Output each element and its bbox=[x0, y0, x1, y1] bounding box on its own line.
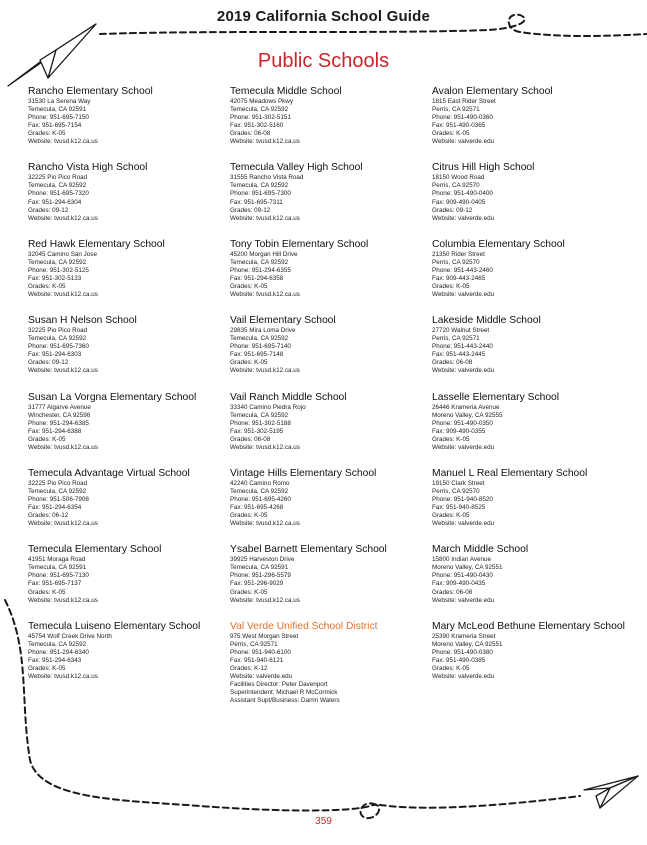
school-detail-line: Fax: 951-695-4268 bbox=[230, 504, 284, 512]
school-detail-line: Fax: 909-490-0435 bbox=[432, 580, 486, 588]
guide-title: 2019 California School Guide bbox=[216, 8, 431, 25]
school-detail-line: Grades: 09-12 bbox=[230, 206, 271, 214]
school-detail-line: Phone: 951-490-0430 bbox=[432, 572, 493, 580]
school-detail-line: 32225 Pio Pico Road bbox=[28, 327, 88, 335]
school-detail-line: Website: tvusd.k12.ca.us bbox=[28, 291, 98, 299]
school-name: Vail Ranch Middle School bbox=[230, 391, 347, 403]
school-name: Tony Tobin Elementary School bbox=[230, 238, 369, 250]
school-detail-line: Website: tvusd.k12.ca.us bbox=[230, 214, 300, 222]
school-detail-line: Phone: 951-695-7130 bbox=[28, 572, 89, 580]
school-detail-line: Grades: 06-08 bbox=[230, 130, 271, 138]
school-detail-line: Phone: 951-443-2440 bbox=[432, 343, 493, 351]
school-detail-line: Moreno Valley, CA 92551 bbox=[432, 564, 503, 572]
school-detail-line: Fax: 951-695-7154 bbox=[28, 122, 82, 130]
school-detail-line: 42075 Meadows Pkwy bbox=[230, 98, 294, 105]
school-name: Temecula Advantage Virtual School bbox=[28, 467, 190, 479]
school-detail-line: Phone: 951-490-0360 bbox=[432, 114, 493, 122]
school-detail-line: Phone: 951-695-7320 bbox=[28, 190, 89, 198]
school-detail-line: Grades: K-05 bbox=[230, 512, 268, 520]
school-detail-line: 975 West Morgan Street bbox=[230, 632, 299, 640]
school-detail-line: Facilities Director: Peter Davenport bbox=[230, 681, 328, 689]
school-listing bbox=[28, 468, 224, 544]
school-name: Mary McLeod Bethune Elementary School bbox=[432, 620, 625, 632]
school-detail-line: Fax: 951-302-5160 bbox=[230, 122, 284, 130]
school-detail-line: Temecula, CA 92592 bbox=[230, 182, 289, 190]
school-detail-line: Perris, CA 92571 bbox=[432, 106, 480, 114]
section-title: Public Schools bbox=[257, 50, 390, 72]
school-detail-line: Website: tvusd.k12.ca.us bbox=[230, 291, 300, 299]
school-detail-line: Website: tvusd.k12.ca.us bbox=[28, 138, 98, 146]
paper-plane-icon bbox=[584, 776, 638, 808]
school-detail-line: Temecula, CA 92592 bbox=[230, 488, 289, 495]
school-detail-line: Perris, CA 92571 bbox=[230, 640, 278, 648]
school-detail-line: Temecula, CA 92592 bbox=[230, 411, 289, 419]
school-detail-line: Grades: K-05 bbox=[28, 664, 66, 672]
school-detail-line: Phone: 951-443-2460 bbox=[432, 266, 493, 274]
school-detail-line: Website: tvusd.k12.ca.us bbox=[28, 367, 98, 375]
school-detail-line: 39925 Harveston Drive bbox=[230, 556, 295, 564]
school-listing bbox=[28, 162, 224, 238]
school-listing bbox=[230, 315, 426, 391]
school-detail-line: Fax: 909-443-2465 bbox=[432, 274, 486, 282]
school-column-1 bbox=[28, 86, 224, 697]
school-detail-line: Grades: K-05 bbox=[28, 282, 66, 290]
school-detail-line: Fax: 951-490-0385 bbox=[432, 656, 486, 664]
school-detail-line: Phone: 951-294-6355 bbox=[230, 266, 291, 274]
school-detail-line: Grades: K-05 bbox=[432, 512, 470, 520]
school-detail-line: Grades: K-05 bbox=[230, 359, 268, 367]
school-name: Temecula Elementary School bbox=[28, 544, 162, 556]
school-detail-line: Fax: 951-296-9029 bbox=[230, 580, 284, 588]
school-detail-line: Fax: 951-695-7137 bbox=[28, 580, 82, 588]
school-detail-line: Phone: 951-302-5151 bbox=[230, 114, 291, 122]
school-detail-line: Phone: 951-296-5579 bbox=[230, 572, 291, 580]
school-detail-line: Phone: 951-490-0380 bbox=[432, 648, 493, 656]
school-detail-line: Grades: 06-12 bbox=[28, 512, 69, 520]
school-detail-line: 31555 Rancho Vista Road bbox=[230, 174, 304, 182]
school-listing bbox=[28, 239, 224, 315]
school-detail-line: Phone: 951-294-6340 bbox=[28, 648, 89, 656]
school-detail-line: Website: valverde.edu bbox=[230, 672, 293, 680]
school-detail-line: 29835 Mira Loma Drive bbox=[230, 327, 296, 335]
school-detail-line: Perris, CA 92571 bbox=[432, 335, 480, 343]
school-detail-line: Website: tvusd.k12.ca.us bbox=[28, 214, 98, 222]
school-detail-line: 32225 Pio Pico Road bbox=[28, 479, 88, 487]
school-detail-line: Website: valverde.edu bbox=[432, 367, 495, 375]
school-listing bbox=[230, 544, 426, 620]
school-detail-line: Fax: 951-490-0365 bbox=[432, 122, 486, 130]
school-detail-line: Grades: 06-08 bbox=[432, 588, 473, 596]
district-name: Val Verde Unified School District bbox=[230, 620, 378, 632]
school-detail-line: Phone: 951-490-0400 bbox=[432, 190, 493, 198]
school-detail-line: Website: valverde.edu bbox=[432, 520, 495, 528]
school-detail-line: Temecula, CA 92592 bbox=[230, 258, 289, 266]
school-detail-line: Phone: 951-940-8520 bbox=[432, 496, 493, 504]
school-detail-line: Fax: 951-940-8525 bbox=[432, 504, 486, 512]
school-listing bbox=[28, 392, 224, 468]
school-detail-line: Website: tvusd.k12.ca.us bbox=[230, 138, 300, 146]
school-listing bbox=[230, 620, 426, 705]
school-detail-line: Fax: 951-294-6304 bbox=[28, 198, 82, 206]
school-detail-line: 31530 La Serena Way bbox=[28, 98, 91, 105]
school-detail-line: Grades: 06-08 bbox=[230, 435, 271, 443]
school-name: Columbia Elementary School bbox=[432, 238, 565, 250]
school-detail-line: Grades: 09-12 bbox=[28, 359, 69, 367]
school-detail-line: Website: valverde.edu bbox=[432, 138, 495, 146]
school-detail-line: Website: valverde.edu bbox=[432, 291, 495, 299]
school-name: Susan La Vorgna Elementary School bbox=[28, 391, 197, 403]
school-detail-line: 1815 East Rider Street bbox=[432, 98, 496, 105]
school-detail-line: 45754 Wolf Creek Drive North bbox=[28, 632, 112, 640]
school-listing bbox=[230, 86, 426, 162]
school-detail-line: Website: valverde.edu bbox=[432, 443, 495, 451]
school-name: Vail Elementary School bbox=[230, 315, 336, 327]
school-detail-line: Website: tvusd.k12.ca.us bbox=[28, 443, 98, 451]
school-listing bbox=[432, 621, 632, 697]
school-detail-line: Fax: 951-940-6121 bbox=[230, 656, 284, 664]
school-detail-line: Phone: 951-940-6100 bbox=[230, 648, 291, 656]
school-detail-line: Temecula, CA 92592 bbox=[28, 182, 87, 190]
school-detail-line: Moreno Valley, CA 92555 bbox=[432, 411, 503, 419]
school-column-2 bbox=[230, 86, 426, 705]
school-detail-line: 27720 Walnut Street bbox=[432, 327, 490, 335]
school-column-3 bbox=[432, 86, 632, 697]
school-detail-line: Phone: 951-695-7360 bbox=[28, 343, 89, 351]
school-detail-line: Fax: 909-490-0405 bbox=[432, 198, 486, 206]
school-listing bbox=[432, 86, 632, 162]
school-detail-line: Temecula, CA 92592 bbox=[28, 335, 87, 343]
school-detail-line: Website: tvusd.k12.ca.us bbox=[28, 672, 98, 680]
school-name: Rancho Elementary School bbox=[28, 86, 153, 97]
school-name: Avalon Elementary School bbox=[432, 86, 553, 97]
school-detail-line: Grades: K-05 bbox=[432, 282, 470, 290]
school-listing bbox=[28, 315, 224, 391]
school-detail-line: Fax: 951-302-5133 bbox=[28, 274, 82, 282]
school-detail-line: Temecula, CA 92592 bbox=[28, 640, 87, 648]
school-detail-line: Temecula, CA 92591 bbox=[230, 564, 289, 572]
school-detail-line: Phone: 951-695-4260 bbox=[230, 496, 291, 504]
school-detail-line: Phone: 951-302-5188 bbox=[230, 419, 291, 427]
school-detail-line: Perris, CA 92570 bbox=[432, 258, 480, 266]
school-detail-line: Grades: 06-08 bbox=[432, 359, 473, 367]
school-detail-line: Phone: 951-506-7908 bbox=[28, 496, 89, 504]
school-name: Temecula Luiseno Elementary School bbox=[28, 620, 201, 632]
school-detail-line: Temecula, CA 92592 bbox=[230, 106, 289, 114]
school-listing bbox=[230, 239, 426, 315]
school-detail-line: Grades: K-12 bbox=[230, 664, 268, 672]
school-name: Temecula Middle School bbox=[230, 86, 342, 97]
school-detail-line: 41951 Moraga Road bbox=[28, 556, 86, 564]
school-detail-line: Grades: K-05 bbox=[432, 130, 470, 138]
school-detail-line: Assistant Supt/Business: Darrin Waters bbox=[230, 697, 340, 705]
school-name: Ysabel Barnett Elementary School bbox=[230, 544, 387, 556]
school-detail-line: 25390 Krameria Street bbox=[432, 632, 496, 640]
school-detail-line: Fax: 951-695-7311 bbox=[230, 198, 283, 206]
page-number: 359 bbox=[315, 816, 332, 827]
school-detail-line: Grades: K-05 bbox=[230, 282, 268, 290]
school-name: Vintage Hills Elementary School bbox=[230, 467, 377, 479]
school-listing bbox=[432, 468, 632, 544]
school-detail-line: Grades: K-05 bbox=[28, 435, 66, 443]
school-detail-line: Fax: 951-695-7148 bbox=[230, 351, 284, 359]
school-listing bbox=[230, 468, 426, 544]
school-name: Lasselle Elementary School bbox=[432, 391, 560, 403]
school-listing bbox=[432, 544, 632, 620]
school-detail-line: Grades: K-05 bbox=[432, 435, 470, 443]
school-detail-line: Temecula, CA 92592 bbox=[28, 488, 87, 495]
school-detail-line: 32045 Camino San Jose bbox=[28, 250, 97, 258]
school-detail-line: 42240 Camino Romo bbox=[230, 479, 290, 487]
school-detail-line: Phone: 951-490-0350 bbox=[432, 419, 493, 427]
school-detail-line: Website: valverde.edu bbox=[432, 672, 495, 680]
school-name: Citrus Hill High School bbox=[432, 162, 535, 174]
school-detail-line: Phone: 951-695-7140 bbox=[230, 343, 291, 351]
school-name: Susan H Nelson School bbox=[28, 315, 137, 327]
school-detail-line: Website: tvusd.k12.ca.us bbox=[230, 443, 300, 451]
school-detail-line: Grades: 09-12 bbox=[28, 206, 69, 214]
school-listing bbox=[28, 621, 224, 697]
school-listing bbox=[28, 86, 224, 162]
school-detail-line: Fax: 951-294-6343 bbox=[28, 656, 82, 664]
school-detail-line: Grades: 09-12 bbox=[432, 206, 473, 214]
school-detail-line: 33340 Camino Piedra Rojo bbox=[230, 403, 306, 411]
school-detail-line: Grades: K-05 bbox=[28, 588, 66, 596]
school-listing bbox=[230, 162, 426, 238]
school-detail-line: 32225 Pio Pico Road bbox=[28, 174, 88, 182]
school-name: Rancho Vista High School bbox=[28, 162, 148, 174]
school-detail-line: Fax: 951-302-5195 bbox=[230, 427, 284, 435]
school-detail-line: Grades: K-05 bbox=[432, 664, 470, 672]
school-detail-line: Website: tvusd.k12.ca.us bbox=[230, 520, 300, 528]
school-detail-line: 18150 Wood Road bbox=[432, 174, 485, 182]
school-listing bbox=[28, 544, 224, 620]
school-detail-line: Perris, CA 92570 bbox=[432, 488, 480, 495]
school-detail-line: Website: tvusd.k12.ca.us bbox=[230, 596, 300, 604]
school-name: Lakeside Middle School bbox=[432, 315, 541, 327]
school-detail-line: Perris, CA 92570 bbox=[432, 182, 480, 190]
school-detail-line: 21350 Rider Street bbox=[432, 250, 485, 258]
school-detail-line: Phone: 951-302-5125 bbox=[28, 266, 89, 274]
school-detail-line: Temecula, CA 92592 bbox=[28, 258, 87, 266]
school-detail-line: Fax: 951-294-6354 bbox=[28, 504, 82, 512]
school-name: March Middle School bbox=[432, 544, 529, 556]
school-listing bbox=[230, 392, 426, 468]
school-detail-line: Phone: 951-695-7150 bbox=[28, 114, 89, 122]
school-detail-line: Website: valverde.edu bbox=[432, 214, 495, 222]
school-detail-line: 45200 Morgan Hill Drive bbox=[230, 250, 298, 258]
school-listing bbox=[432, 315, 632, 391]
school-detail-line: Website: tvusd.k12.ca.us bbox=[230, 367, 300, 375]
school-detail-line: Temecula, CA 92591 bbox=[28, 564, 87, 572]
school-detail-line: Phone: 951-695-7300 bbox=[230, 190, 291, 198]
school-name: Manuel L Real Elementary School bbox=[432, 467, 588, 479]
school-detail-line: Temecula, CA 92591 bbox=[28, 106, 87, 114]
school-detail-line: Website: tvusd.k12.ca.us bbox=[28, 520, 98, 528]
school-detail-line: Winchester, CA 92596 bbox=[28, 411, 91, 419]
school-detail-line: Temecula, CA 92592 bbox=[230, 335, 289, 343]
school-detail-line: 19150 Clark Street bbox=[432, 479, 485, 487]
school-detail-line: Grades: K-05 bbox=[28, 130, 66, 138]
school-name: Temecula Valley High School bbox=[230, 162, 363, 174]
school-detail-line: Grades: K-05 bbox=[230, 588, 268, 596]
school-detail-line: Fax: 951-294-6388 bbox=[28, 427, 82, 435]
school-listing bbox=[432, 392, 632, 468]
school-name: Red Hawk Elementary School bbox=[28, 238, 165, 250]
school-detail-line: 15800 Indian Avenue bbox=[432, 556, 492, 564]
school-detail-line: Fax: 951-443-2445 bbox=[432, 351, 486, 359]
school-detail-line: Superintendent: Michael R McCormick bbox=[230, 689, 338, 697]
school-detail-line: Website: valverde.edu bbox=[432, 596, 495, 604]
school-detail-line: Moreno Valley, CA 92551 bbox=[432, 640, 503, 648]
school-listing bbox=[432, 162, 632, 238]
school-detail-line: Fax: 951-294-6303 bbox=[28, 351, 82, 359]
school-listing bbox=[432, 239, 632, 315]
school-detail-line: Fax: 909-490-0355 bbox=[432, 427, 486, 435]
school-detail-line: 31777 Algarve Avenue bbox=[28, 403, 91, 411]
school-detail-line: Website: tvusd.k12.ca.us bbox=[28, 596, 98, 604]
school-detail-line: 26446 Krameria Avenue bbox=[432, 403, 500, 411]
school-detail-line: Phone: 951-294-6385 bbox=[28, 419, 89, 427]
school-detail-line: Fax: 951-294-6358 bbox=[230, 274, 284, 282]
